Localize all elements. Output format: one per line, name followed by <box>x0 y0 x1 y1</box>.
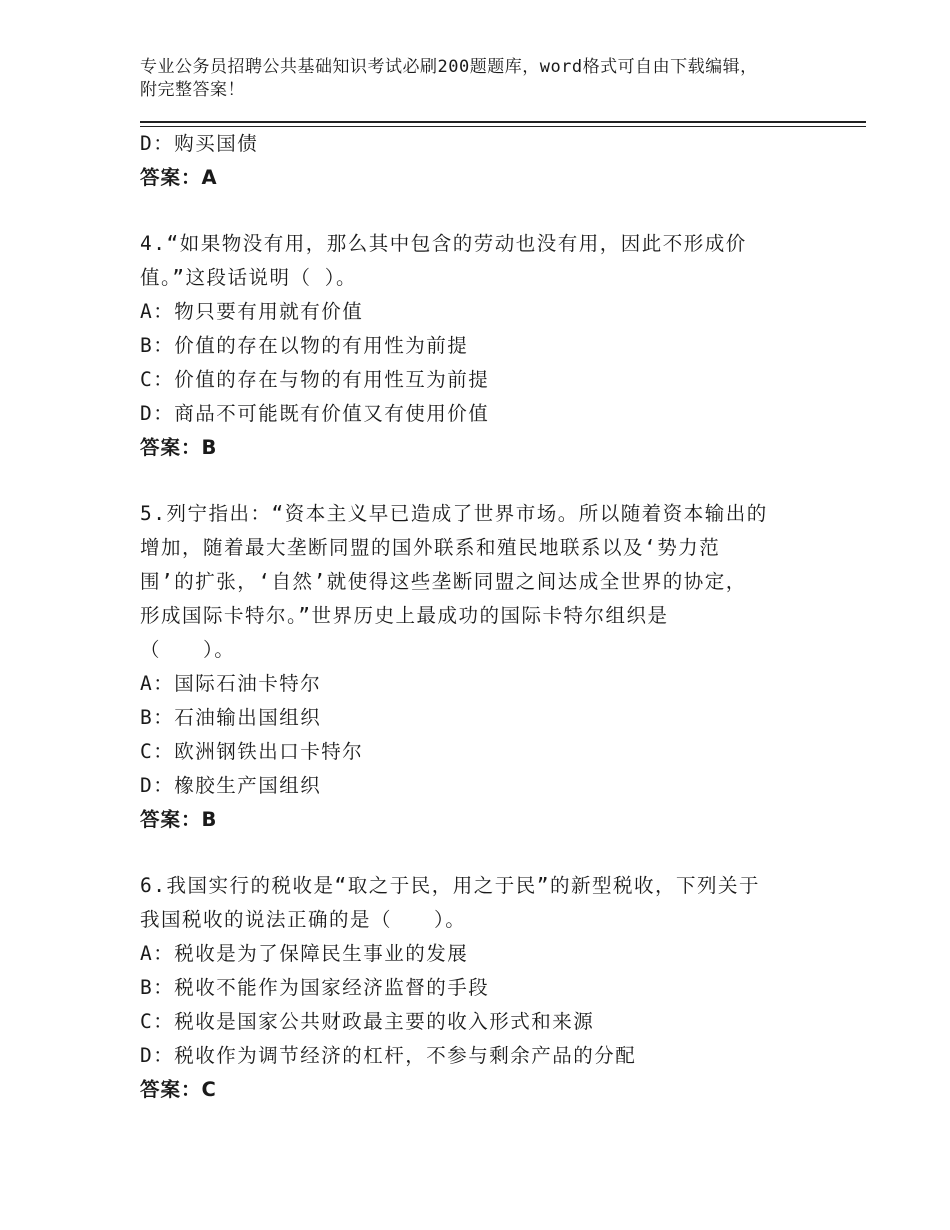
header-line-2: 附完整答案！ <box>140 80 245 100</box>
q6-answer: 答案：C <box>140 1078 217 1101</box>
q5-stem-line: 增加，随着最大垄断同盟的国外联系和殖民地联系以及‘势力范 <box>140 536 721 559</box>
question-content <box>140 127 830 1107</box>
q6-option-d: D：税收作为调节经济的杠杆，不参与剩余产品的分配 <box>140 1044 637 1067</box>
q3-option-d: D：购买国债 <box>140 132 259 155</box>
q5-stem-line: 5.列宁指出：“资本主义早已造成了世界市场。所以随着资本输出的 <box>140 502 768 525</box>
q5-option-d: D：橡胶生产国组织 <box>140 774 322 797</box>
q5-answer: 答案：B <box>140 808 218 831</box>
q4-answer: 答案：B <box>140 436 218 459</box>
spacer <box>140 195 830 227</box>
question-6 <box>140 869 830 1107</box>
question-5 <box>140 497 830 837</box>
q4-option-a: A：物只要有用就有价值 <box>140 300 364 323</box>
q3-answer: 答案：A <box>140 166 218 189</box>
q5-stem-line: 围’的扩张，‘自然’就使得这些垄断同盟之间达成全世界的协定， <box>140 570 747 593</box>
question-3-tail <box>140 127 830 195</box>
document-header <box>140 56 820 102</box>
spacer <box>140 465 830 497</box>
header-divider-thick <box>140 121 866 123</box>
q6-stem-line: 6.我国实行的税收是“取之于民，用之于民”的新型税收，下列关于 <box>140 874 760 897</box>
q6-option-c: C：税收是国家公共财政最主要的收入形式和来源 <box>140 1010 595 1033</box>
spacer <box>140 837 830 869</box>
q6-stem-line: 我国税收的说法正确的是（ ）。 <box>140 908 467 931</box>
q5-option-b: B：石油输出国组织 <box>140 706 322 729</box>
q5-stem-line: （ ）。 <box>140 638 236 661</box>
q5-stem-line: 形成国际卡特尔。”世界历史上最成功的国际卡特尔组织是 <box>140 604 669 627</box>
q4-option-b: B：价值的存在以物的有用性为前提 <box>140 334 469 357</box>
q5-option-a: A：国际石油卡特尔 <box>140 672 322 695</box>
q4-option-d: D：商品不可能既有价值又有使用价值 <box>140 402 490 425</box>
header-line-1: 专业公务员招聘公共基础知识考试必刷200题题库，word格式可自由下载编辑， <box>140 57 758 77</box>
q6-option-b: B：税收不能作为国家经济监督的手段 <box>140 976 490 999</box>
q4-stem-line: 4.“如果物没有用，那么其中包含的劳动也没有用，因此不形成价 <box>140 232 747 255</box>
q4-option-c: C：价值的存在与物的有用性互为前提 <box>140 368 490 391</box>
q5-option-c: C：欧洲钢铁出口卡特尔 <box>140 740 364 763</box>
q4-stem-line: 值。”这段话说明（ ）。 <box>140 266 357 289</box>
question-4 <box>140 227 830 465</box>
q6-option-a: A：税收是为了保障民生事业的发展 <box>140 942 469 965</box>
